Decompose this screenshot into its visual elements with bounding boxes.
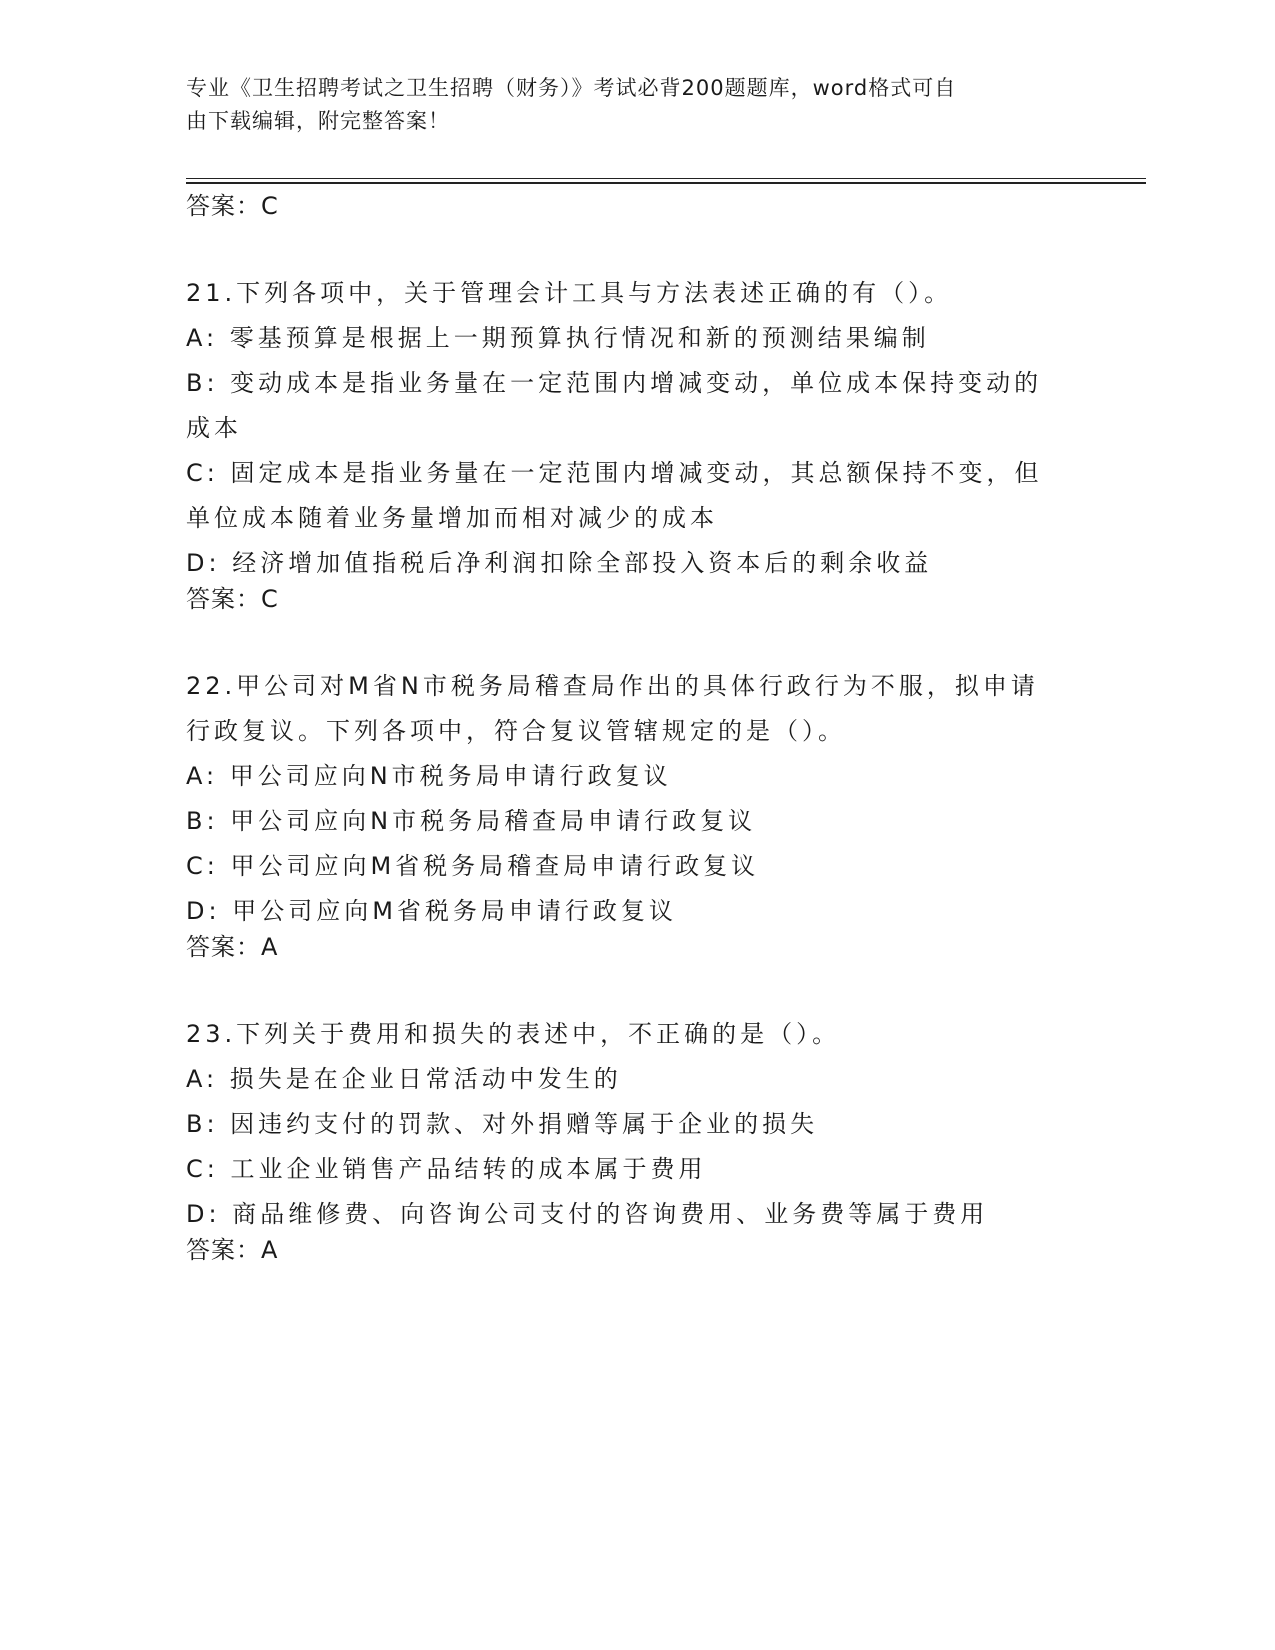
option-b-continued: 成本 <box>186 414 242 442</box>
option-d: D: 商品维修费、向咨询公司支付的咨询费用、业务费等属于费用 <box>186 1200 989 1228</box>
question-22 <box>186 664 1086 934</box>
option-d: D: 甲公司应向M省税务局申请行政复议 <box>186 897 677 925</box>
question-23-answer: 答案：A <box>186 1236 279 1264</box>
option-a: A: 损失是在企业日常活动中发生的 <box>186 1065 622 1093</box>
page-header <box>186 72 1066 138</box>
option-c: C: 工业企业销售产品结转的成本属于费用 <box>186 1155 707 1183</box>
header-divider <box>186 178 1146 179</box>
option-b: B: 变动成本是指业务量在一定范围内增减变动，单位成本保持变动的 <box>186 369 1043 397</box>
option-b: B: 甲公司应向N市税务局稽查局申请行政复议 <box>186 807 757 835</box>
question-stem-continued: 行政复议。下列各项中，符合复议管辖规定的是（）。 <box>186 717 846 745</box>
option-c: C: 甲公司应向M省税务局稽查局申请行政复议 <box>186 852 760 880</box>
header-line: 由下载编辑，附完整答案！ <box>186 109 450 133</box>
question-21-answer: 答案：C <box>186 585 279 613</box>
question-stem: 21.下列各项中，关于管理会计工具与方法表述正确的有（）。 <box>186 279 953 307</box>
option-d: D: 经济增加值指税后净利润扣除全部投入资本后的剩余收益 <box>186 549 933 577</box>
previous-answer: 答案：C <box>186 192 279 220</box>
header-line: 专业《卫生招聘考试之卫生招聘（财务）》考试必背200题题库，word格式可自 <box>186 76 957 100</box>
option-a: A: 甲公司应向N市税务局申请行政复议 <box>186 762 672 790</box>
option-c-continued: 单位成本随着业务量增加而相对减少的成本 <box>186 504 718 532</box>
option-a: A: 零基预算是根据上一期预算执行情况和新的预测结果编制 <box>186 324 930 352</box>
question-stem: 22.甲公司对M省N市税务局稽查局作出的具体行政行为不服，拟申请 <box>186 672 1039 700</box>
option-b: B: 因违约支付的罚款、对外捐赠等属于企业的损失 <box>186 1110 819 1138</box>
header-divider <box>186 182 1146 184</box>
option-c: C: 固定成本是指业务量在一定范围内增减变动，其总额保持不变，但 <box>186 459 1043 487</box>
question-22-answer: 答案：A <box>186 933 279 961</box>
question-23 <box>186 1012 1086 1237</box>
question-stem: 23.下列关于费用和损失的表述中，不正确的是（）。 <box>186 1020 841 1048</box>
question-21 <box>186 271 1086 586</box>
